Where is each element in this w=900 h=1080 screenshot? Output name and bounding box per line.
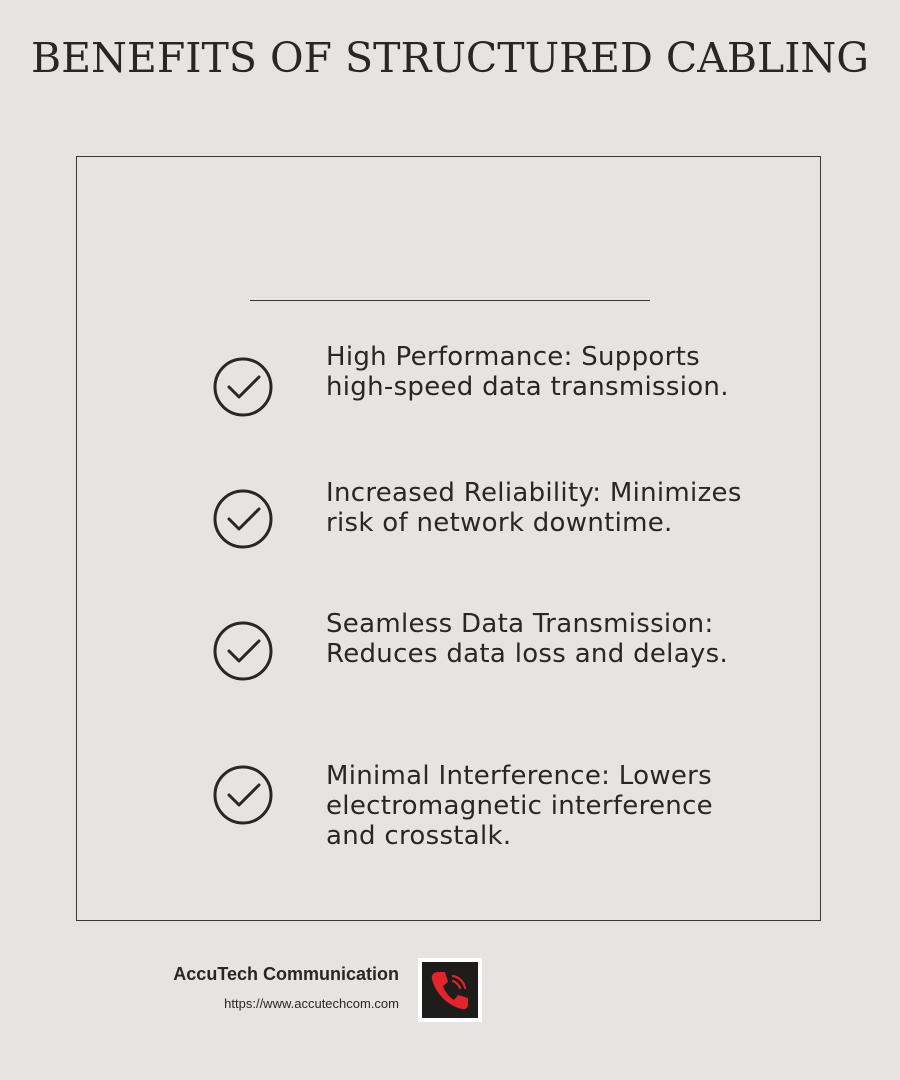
benefit-text: Seamless Data Transmission: Reduces data loss and delays. <box>326 609 729 669</box>
divider-line <box>250 300 650 301</box>
phone-icon <box>422 962 478 1018</box>
benefit-text: High Performance: Supports high-speed data transmission. <box>326 342 729 402</box>
phone-logo <box>418 958 482 1022</box>
brand-name: AccuTech Communication <box>173 964 399 984</box>
phone-logo-background <box>422 962 478 1018</box>
benefit-text: Increased Reliability: Minimizes risk of network downtime. <box>326 478 742 538</box>
check-circle-icon <box>212 764 274 826</box>
check-circle-icon <box>212 488 274 550</box>
brand-url[interactable]: https://www.accutechcom.com <box>224 996 399 1011</box>
page-title: BENEFITS OF STRUCTURED CABLING <box>30 34 870 82</box>
benefit-text: Minimal Interference: Lowers electromagnetic interference and crosstalk. <box>326 761 713 851</box>
check-circle-icon <box>212 620 274 682</box>
check-circle-icon <box>212 356 274 418</box>
